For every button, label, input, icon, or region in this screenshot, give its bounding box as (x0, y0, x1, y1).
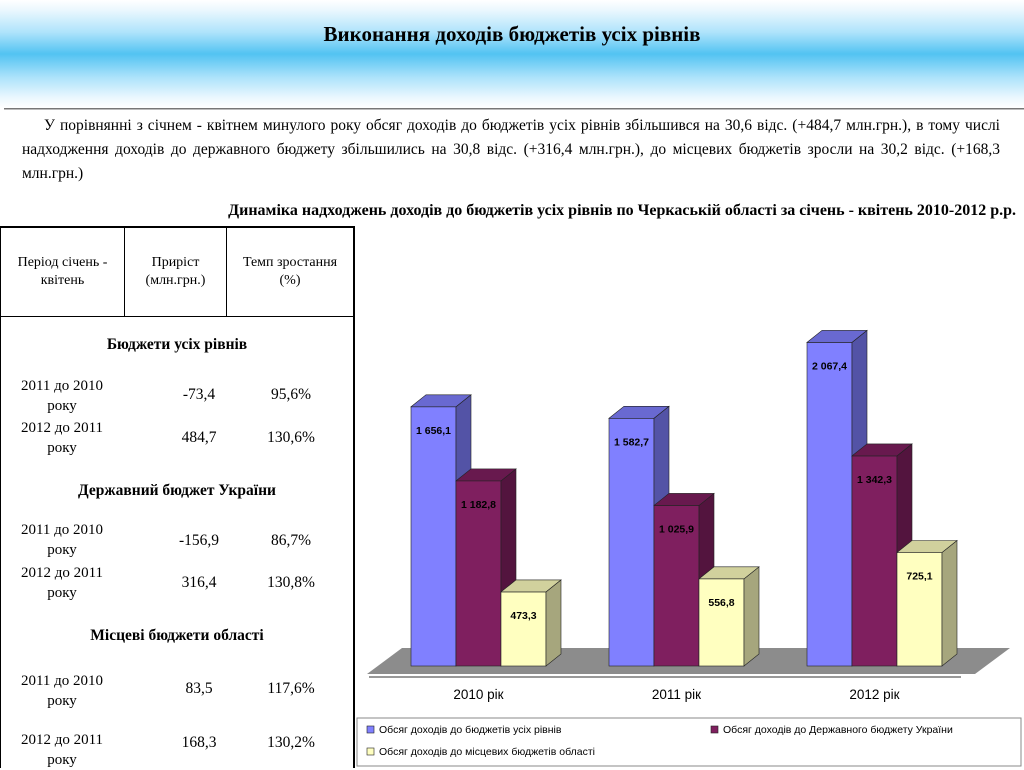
legend-swatch (367, 748, 374, 755)
section-title-state-budget: Державний бюджет України (78, 482, 276, 499)
row-rate: 130,8% (267, 574, 315, 591)
row-rate: 130,6% (267, 429, 315, 446)
bar-value-label: 556,8 (708, 596, 735, 609)
legend-label: Обсяг доходів до Державного бюджету України (723, 724, 953, 736)
legend-swatch (367, 726, 374, 733)
bar-value-label: 1 182,8 (460, 498, 497, 511)
bar-2-2 (897, 541, 957, 666)
row-rate: 95,6% (270, 386, 312, 403)
bar-value-label: 1 656,1 (415, 424, 452, 437)
bar-value-label: 2 067,4 (811, 360, 848, 373)
row-period: 2011 до 2010 року (20, 522, 104, 558)
legend-label: Обсяг доходів до місцевих бюджетів області (379, 746, 595, 758)
row-rate: 86,7% (270, 532, 312, 549)
bar-0-2 (501, 580, 561, 666)
bar-value-label: 473,3 (510, 609, 537, 622)
bar-value-label: 1 025,9 (658, 523, 695, 536)
growth-table (0, 226, 355, 768)
header-rate: Темп зростання (%) (242, 255, 338, 288)
row-growth: 83,5 (185, 680, 213, 697)
x-tick-label: 2012 рік (849, 687, 900, 702)
legend-swatch (711, 726, 718, 733)
bar-value-label: 725,1 (906, 570, 933, 583)
chart-title: Динаміка надходжень доходів до бюджетів усіх рівнів по Черкаській області за січень - квітень 2010-2012 р.р. (228, 202, 1016, 219)
bar-value-label: 1 582,7 (613, 436, 650, 449)
budget-bar-chart (355, 226, 1024, 768)
chart-x-axis (453, 687, 899, 702)
x-tick-label: 2010 рік (453, 687, 504, 702)
header-divider (1, 316, 353, 317)
row-growth: -156,9 (178, 532, 220, 549)
chart-legend (357, 718, 1021, 766)
x-tick-label: 2011 рік (651, 687, 702, 702)
row-period: 2011 до 2010 року (20, 673, 104, 709)
page-title: Виконання доходів бюджетів усіх рівнів (323, 22, 701, 46)
header-period: Період січень - квітень (1, 228, 125, 316)
row-period: 2012 до 2011 року (20, 732, 104, 768)
row-period: 2012 до 2011 року (20, 565, 104, 601)
title-divider (4, 108, 1024, 110)
row-rate: 130,2% (267, 734, 315, 751)
bar-value-label: 1 342,3 (856, 473, 893, 486)
title-banner (0, 0, 1024, 108)
row-rate: 117,6% (267, 680, 315, 697)
row-growth: -73,4 (182, 386, 216, 403)
row-growth: 484,7 (181, 429, 217, 446)
section-title-all-budgets: Бюджети усіх рівнів (106, 336, 248, 353)
row-period: 2012 до 2011 року (20, 420, 104, 456)
legend-label: Обсяг доходів до бюджетів усіх рівнів (379, 724, 562, 736)
summary-paragraph: У порівнянні з січнем - квітнем минулого року обсяг доходів до бюджетів усіх рівнів збільшився на 30,6 відс. (+484,7 млн.грн.), в тому числі надходження доходів до державного бюджету збільшились на 30,8 відс. (+316,4 млн.грн.), до місцевих бюджетів зросли на 30,2 відс. (+168,3 млн.грн.) (22, 117, 1000, 182)
row-growth: 168,3 (181, 734, 217, 751)
row-period: 2011 до 2010 року (20, 378, 104, 414)
header-growth: Приріст (млн.грн.) (125, 228, 227, 316)
bar-1-2 (699, 567, 759, 666)
row-growth: 316,4 (181, 574, 217, 591)
section-title-local-budgets: Місцеві бюджети області (90, 627, 264, 644)
